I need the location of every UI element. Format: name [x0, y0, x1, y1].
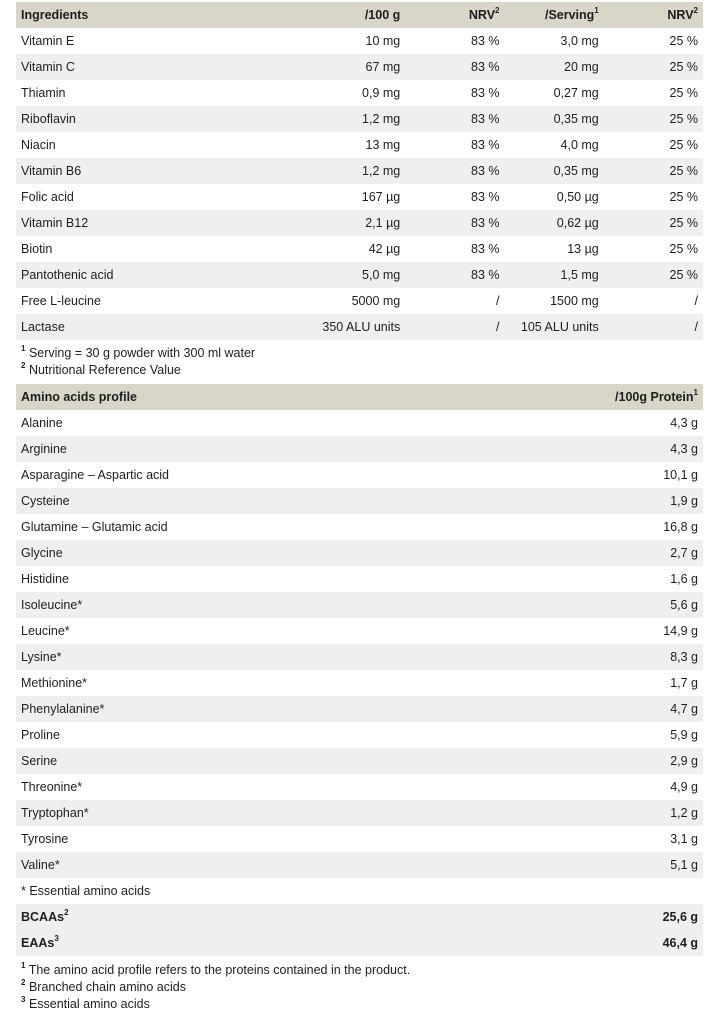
nrv-100g: 83 %	[471, 34, 500, 48]
header-per-serving: /Serving$^1$	[505, 2, 604, 28]
per-serving: 0,62 µg	[505, 210, 604, 236]
header-nrv-serving: NRV$^2$	[604, 2, 703, 28]
table-row	[16, 488, 703, 514]
nrv-serving: 25 %	[669, 242, 698, 256]
ingredient-name: Vitamin E	[21, 34, 75, 48]
ingredient-name: Free L-leucine	[21, 294, 101, 308]
table-row	[16, 410, 703, 436]
per-100g: 10 mg	[365, 34, 401, 48]
amino-acids-table	[16, 384, 703, 956]
amino-value: 8,3 g	[563, 644, 703, 670]
amino-name: Tryptophan*	[16, 800, 563, 826]
amino-value: 5,9 g	[670, 728, 698, 742]
nrv-serving: /	[694, 294, 698, 308]
per-100g: 5,0 mg	[306, 262, 405, 288]
table-row	[16, 54, 703, 80]
table-row	[16, 158, 703, 184]
nrv-100g: /	[405, 314, 504, 340]
amino-name: Glutamine – Glutamic acid	[21, 520, 168, 534]
table-row	[16, 670, 703, 696]
table-row	[16, 106, 703, 132]
per-100g: 13 mg	[365, 138, 401, 152]
total-value: 25,6 g	[563, 904, 703, 930]
per-serving: 0,50 µg	[556, 190, 599, 204]
nrv-serving: 25 %	[604, 54, 703, 80]
ingredient-name: Vitamin B6	[16, 158, 306, 184]
amino-footnotes	[16, 962, 703, 1013]
amino-name: Valine*	[16, 852, 563, 878]
table-row	[16, 28, 703, 54]
per-100g: 1,2 mg	[306, 158, 405, 184]
nrv-serving: 25 %	[669, 190, 698, 204]
nrv-serving: 25 %	[604, 262, 703, 288]
per-serving: 3,0 mg	[560, 34, 599, 48]
nrv-100g: 83 %	[471, 242, 500, 256]
amino-value: 5,1 g	[563, 852, 703, 878]
amino-value: 2,9 g	[563, 748, 703, 774]
nrv-100g: 83 %	[405, 262, 504, 288]
nrv-100g: 83 %	[405, 54, 504, 80]
per-serving: 0,35 mg	[505, 158, 604, 184]
table-row	[16, 288, 703, 314]
header-per-100g-protein: /100g Protein$^1$	[563, 384, 703, 410]
header-amino-profile: Amino acids profile	[16, 384, 563, 410]
amino-value: 14,9 g	[663, 624, 698, 638]
amino-value: 10,1 g	[663, 468, 698, 482]
essential-note-row	[16, 878, 703, 904]
amino-name: Isoleucine*	[16, 592, 563, 618]
amino-value: 16,8 g	[663, 520, 698, 534]
header-nrv-100g: NRV$^2$	[405, 2, 504, 28]
amino-name: Leucine*	[21, 624, 70, 638]
amino-name: Asparagine – Aspartic acid	[21, 468, 170, 482]
amino-value: 4,3 g	[563, 436, 703, 462]
ingredients-footnotes	[16, 345, 703, 379]
ingredient-name: Niacin	[21, 138, 56, 152]
ingredient-name: Lactase	[16, 314, 306, 340]
per-serving: 1500 mg	[550, 294, 599, 308]
nrv-100g: 83 %	[471, 190, 500, 204]
header-per-100g: /100 g	[306, 2, 405, 28]
header-ingredients: Ingredients	[16, 2, 306, 28]
ingredients-table	[16, 2, 703, 340]
per-100g: 2,1 µg	[306, 210, 405, 236]
nrv-100g: /	[496, 294, 500, 308]
total-value: 46,4 g	[563, 930, 703, 956]
amino-name: Serine	[16, 748, 563, 774]
table-row	[16, 210, 703, 236]
table-row	[16, 540, 703, 566]
amino-name: Glycine	[16, 540, 563, 566]
footnote: $^1$ Serving = 30 g powder with 300 ml water	[21, 343, 256, 360]
amino-name: Methionine*	[21, 676, 88, 690]
ingredient-name: Thiamin	[21, 86, 66, 100]
ingredient-name: Pantothenic acid	[16, 262, 306, 288]
nrv-serving: 25 %	[604, 106, 703, 132]
essential-note: * Essential amino acids	[16, 878, 703, 904]
amino-name: Lysine*	[16, 644, 563, 670]
amino-name: Tyrosine	[21, 832, 69, 846]
amino-value: 4,9 g	[670, 780, 698, 794]
table-row	[16, 644, 703, 670]
amino-name: Threonine*	[21, 780, 83, 794]
per-serving: 4,0 mg	[560, 138, 599, 152]
table-row	[16, 132, 703, 158]
nutrition-page	[16, 2, 703, 1013]
amino-value: 5,6 g	[563, 592, 703, 618]
per-serving: 20 mg	[505, 54, 604, 80]
total-row-eaas	[16, 930, 703, 956]
table-row	[16, 566, 703, 592]
nrv-serving: 25 %	[669, 138, 698, 152]
amino-name: Alanine	[21, 416, 63, 430]
table-row	[16, 748, 703, 774]
amino-value: 1,9 g	[563, 488, 703, 514]
footnote: $^2$ Branched chain amino acids	[21, 977, 186, 994]
table-row	[16, 436, 703, 462]
ingredient-name: Vitamin C	[16, 54, 306, 80]
table-row	[16, 826, 703, 852]
table-row	[16, 262, 703, 288]
per-100g: 350 ALU units	[306, 314, 405, 340]
nrv-100g: 83 %	[405, 106, 504, 132]
table-row	[16, 722, 703, 748]
table-row	[16, 80, 703, 106]
table-row	[16, 852, 703, 878]
table-row	[16, 184, 703, 210]
per-100g: 5000 mg	[351, 294, 401, 308]
amino-value: 1,2 g	[563, 800, 703, 826]
amino-value: 4,7 g	[563, 696, 703, 722]
nrv-serving: 25 %	[669, 86, 698, 100]
per-100g: 1,2 mg	[306, 106, 405, 132]
total-label: EAAs$^3$	[16, 930, 563, 956]
amino-name: Phenylalanine*	[16, 696, 563, 722]
nrv-serving: 25 %	[604, 210, 703, 236]
per-serving: 105 ALU units	[505, 314, 604, 340]
table-row	[16, 618, 703, 644]
footnote: $^3$ Essential amino acids	[21, 994, 150, 1011]
amino-value: 2,7 g	[563, 540, 703, 566]
total-row-bcaas	[16, 904, 703, 930]
nrv-100g: 83 %	[471, 86, 500, 100]
amino-value: 1,6 g	[670, 572, 698, 586]
table-row	[16, 774, 703, 800]
ingredient-name: Folic acid	[21, 190, 74, 204]
per-100g: 0,9 mg	[362, 86, 401, 100]
table-row	[16, 696, 703, 722]
table-row	[16, 592, 703, 618]
nrv-100g: 83 %	[405, 210, 504, 236]
amino-value: 3,1 g	[670, 832, 698, 846]
amino-name: Histidine	[21, 572, 69, 586]
amino-name: Arginine	[16, 436, 563, 462]
table-row	[16, 514, 703, 540]
ingredients-header-row	[16, 2, 703, 28]
per-serving: 13 µg	[567, 242, 599, 256]
per-serving: 0,27 mg	[553, 86, 599, 100]
per-100g: 167 µg	[361, 190, 401, 204]
per-100g: 42 µg	[368, 242, 401, 256]
table-row	[16, 314, 703, 340]
amino-value: 1,7 g	[670, 676, 698, 690]
footnote: $^1$ The amino acid profile refers to the proteins contained in the product.	[21, 960, 411, 977]
nrv-serving: 25 %	[604, 158, 703, 184]
ingredient-name: Vitamin B12	[16, 210, 306, 236]
total-label: BCAAs$^2$	[16, 904, 563, 930]
per-serving: 1,5 mg	[505, 262, 604, 288]
amino-name: Cysteine	[16, 488, 563, 514]
table-row	[16, 800, 703, 826]
per-100g: 67 mg	[306, 54, 405, 80]
amino-header-row	[16, 384, 703, 410]
ingredient-name: Biotin	[21, 242, 53, 256]
table-row	[16, 462, 703, 488]
nrv-serving: /	[604, 314, 703, 340]
ingredient-name: Riboflavin	[16, 106, 306, 132]
table-row	[16, 236, 703, 262]
nrv-100g: 83 %	[405, 158, 504, 184]
amino-value: 4,3 g	[670, 416, 698, 430]
nrv-100g: 83 %	[471, 138, 500, 152]
amino-name: Proline	[21, 728, 60, 742]
per-serving: 0,35 mg	[505, 106, 604, 132]
nrv-serving: 25 %	[669, 34, 698, 48]
footnote: $^2$ Nutritional Reference Value	[21, 360, 181, 377]
